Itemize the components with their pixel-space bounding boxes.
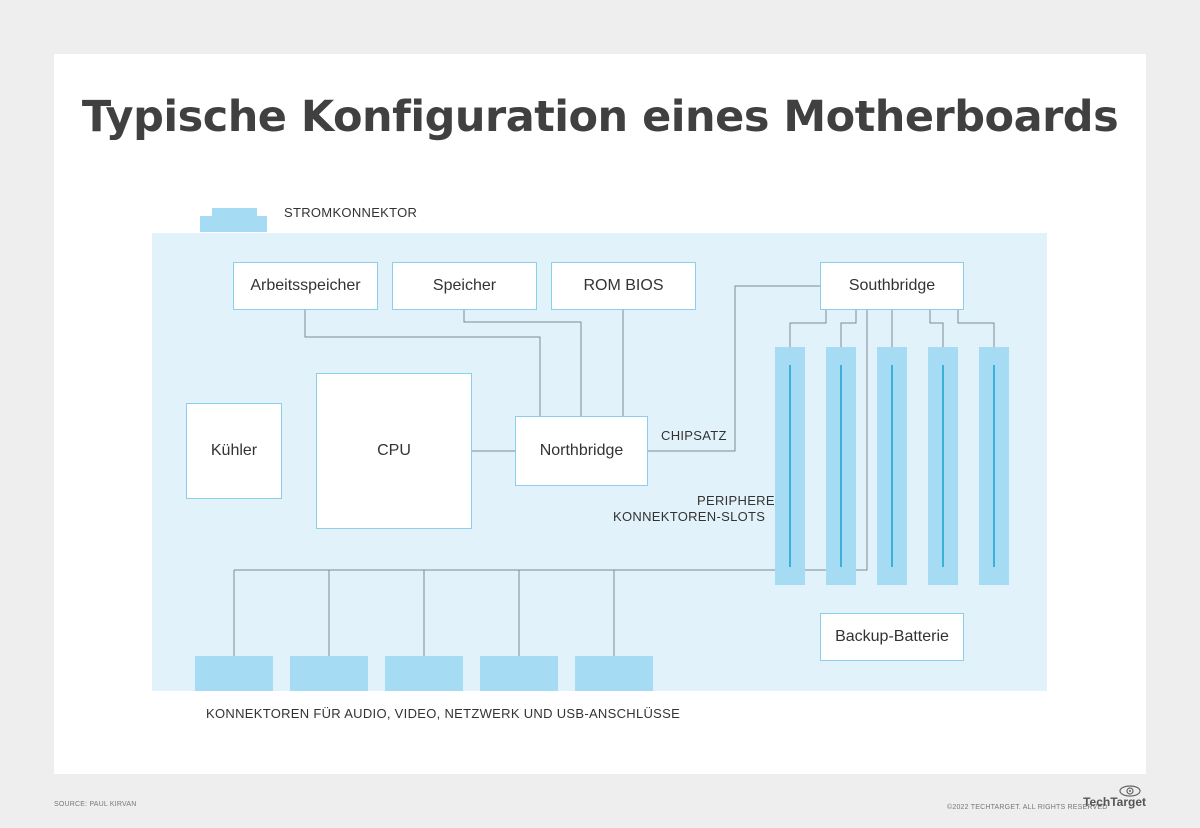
diagram-title: Typische Konfiguration eines Motherboards xyxy=(81,92,1119,142)
io-connector xyxy=(480,656,558,691)
expansion-slot xyxy=(775,347,805,585)
wire-southbridge-slot-1 xyxy=(790,310,826,347)
slot-pins xyxy=(891,365,893,567)
io-connector xyxy=(575,656,653,691)
backup-battery-label: Backup-Batterie xyxy=(835,628,949,645)
source-credit: SOURCE: PAUL KIRVAN xyxy=(54,801,137,808)
slot-pins xyxy=(942,365,944,567)
peripheral-label-line1: PERIPHERE xyxy=(697,493,775,508)
rom-bios-label: ROM BIOS xyxy=(583,277,664,294)
southbridge-box xyxy=(820,262,964,310)
expansion-slot xyxy=(928,347,958,585)
expansion-slot xyxy=(826,347,856,585)
power-connector-label: STROMKONNEKTOR xyxy=(284,205,418,220)
wire-storage-northbridge xyxy=(464,310,581,416)
wire-southbridge-slot-2 xyxy=(841,310,856,347)
rom-bios-box xyxy=(551,262,696,310)
io-connectors-label: KONNEKTOREN FÜR AUDIO, VIDEO, NETZWERK UND USB-ANSCHLÜSSE xyxy=(206,706,681,721)
cooler-box xyxy=(186,403,282,499)
cooler-label: Kühler xyxy=(210,442,258,459)
cpu-label: CPU xyxy=(377,442,411,459)
ram-box xyxy=(233,262,378,310)
slot-pins xyxy=(789,365,791,567)
expansion-slot xyxy=(979,347,1009,585)
expansion-slot xyxy=(877,347,907,585)
northbridge-box xyxy=(515,416,648,486)
chipset-label: CHIPSATZ xyxy=(661,428,727,443)
storage-label: Speicher xyxy=(432,277,497,294)
io-connector xyxy=(290,656,368,691)
slot-pins xyxy=(993,365,995,567)
copyright-notice: ©2022 TECHTARGET. ALL RIGHTS RESERVED xyxy=(947,804,1108,811)
io-connector xyxy=(385,656,463,691)
io-connector xyxy=(195,656,273,691)
backup-battery-box xyxy=(820,613,964,661)
brand-logo: TechTarget xyxy=(1083,795,1146,809)
slot-pins xyxy=(840,365,842,567)
peripheral-label-line2: KONNEKTOREN-SLOTS xyxy=(613,509,766,524)
northbridge-label: Northbridge xyxy=(539,442,624,459)
wire-southbridge-slot-4 xyxy=(930,310,943,347)
ram-label: Arbeitsspeicher xyxy=(250,277,361,294)
southbridge-label: Southbridge xyxy=(848,277,936,294)
cpu-box xyxy=(316,373,472,529)
storage-box xyxy=(392,262,537,310)
wire-southbridge-slot-5 xyxy=(958,310,994,347)
